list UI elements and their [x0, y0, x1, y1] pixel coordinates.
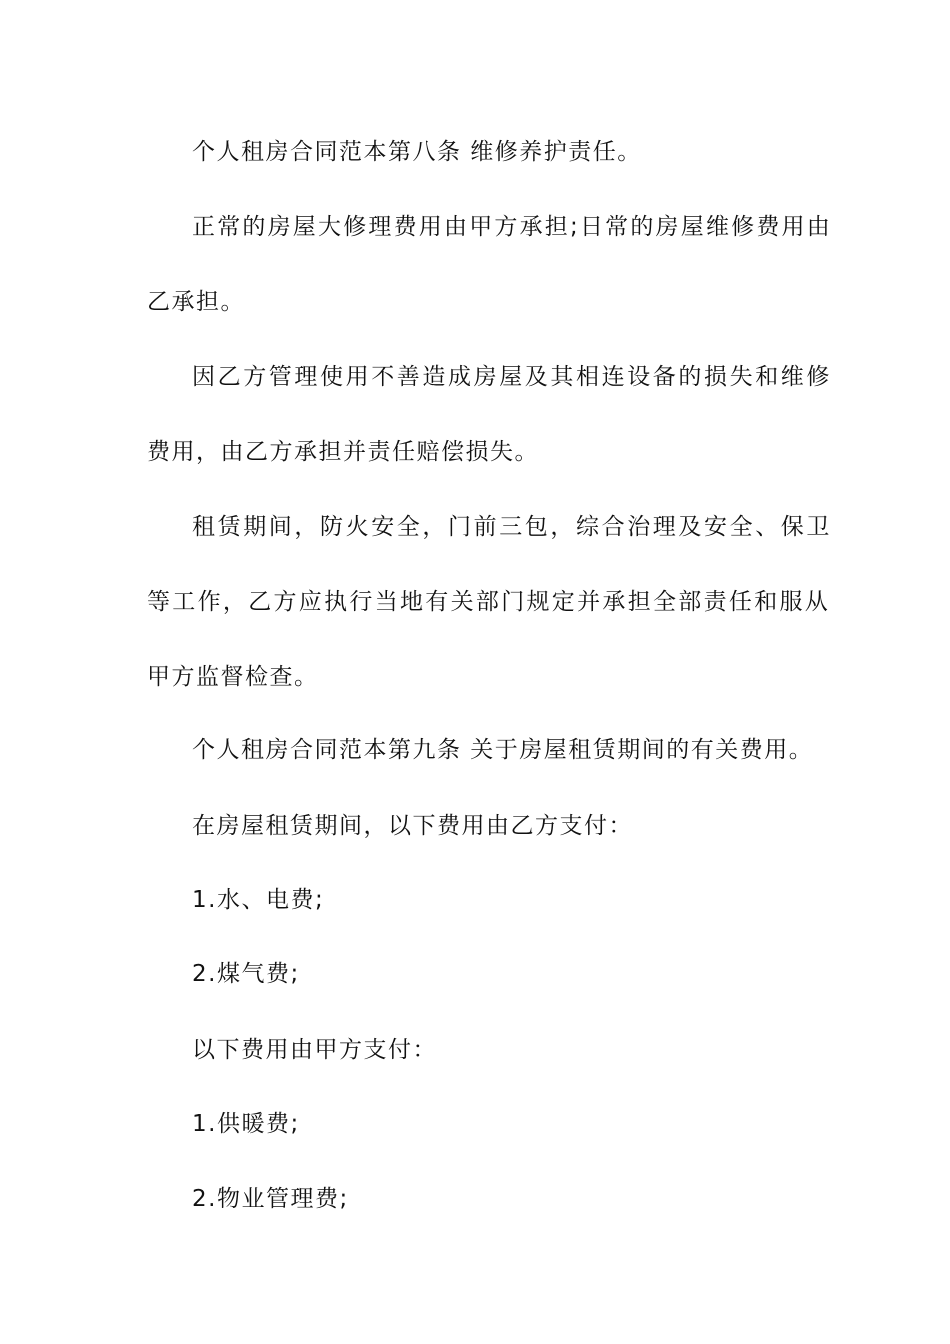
paragraph-maintenance-cost-line1: 正常的房屋大修理费用由甲方承担;日常的房屋维修费用由 — [192, 214, 832, 240]
list-item-heating: 1.供暖费; — [192, 1111, 300, 1137]
paragraph-maintenance-cost-line2: 乙承担。 — [147, 289, 245, 315]
paragraph-damage-liability-line1: 因乙方管理使用不善造成房屋及其相连设备的损失和维修 — [192, 364, 832, 390]
paragraph-article-8-heading: 个人租房合同范本第八条 维修养护责任。 — [192, 139, 642, 165]
list-item-property-management: 2.物业管理费; — [192, 1186, 349, 1212]
paragraph-landlord-pays-intro: 以下费用由甲方支付： — [192, 1037, 437, 1063]
paragraph-safety-duty-line2: 等工作，乙方应执行当地有关部门规定并承担全部责任和服从 — [147, 589, 831, 615]
paragraph-tenant-pays-intro: 在房屋租赁期间，以下费用由乙方支付： — [192, 813, 633, 839]
paragraph-safety-duty-line3: 甲方监督检查。 — [147, 664, 319, 690]
list-item-water-electricity: 1.水、电费; — [192, 887, 325, 913]
list-item-gas: 2.煤气费; — [192, 961, 300, 987]
paragraph-article-9-heading: 个人租房合同范本第九条 关于房屋租赁期间的有关费用。 — [192, 737, 814, 763]
paragraph-safety-duty-line1: 租赁期间，防火安全，门前三包，综合治理及安全、保卫 — [192, 514, 832, 540]
paragraph-damage-liability-line2: 费用，由乙方承担并责任赔偿损失。 — [147, 439, 539, 465]
